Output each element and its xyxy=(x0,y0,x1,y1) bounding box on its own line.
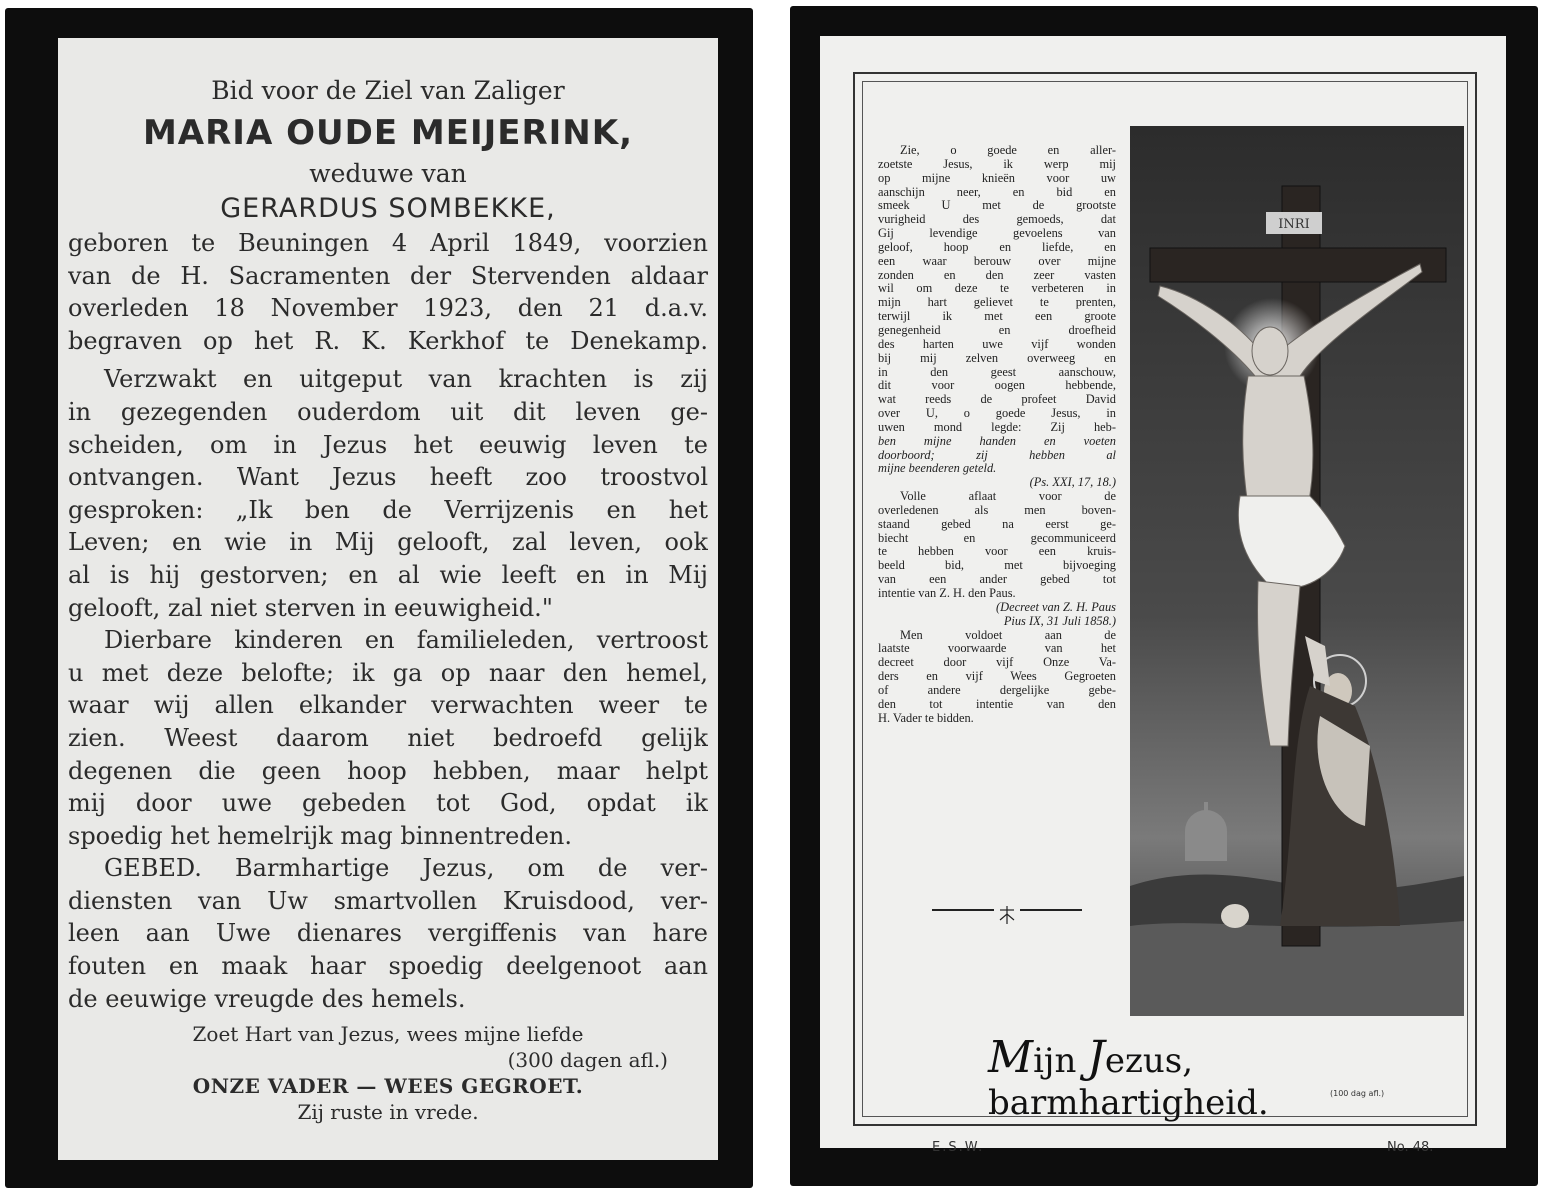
prayer-line: doorboord; zij hebben al xyxy=(878,448,1116,462)
closing-caption xyxy=(988,1032,1448,1123)
bio-line: overleden 18 November 1923, den 21 d.a.v. xyxy=(68,294,708,323)
crucifixion-engraving xyxy=(1130,126,1464,1016)
husband-name: GERARDUS SOMBEKKE, xyxy=(220,193,556,224)
text-line: leen aan Uwe dienares vergiffenis van hare xyxy=(68,919,708,948)
bio-line: geboren te Beuningen 4 April 1849, voorzien xyxy=(68,229,708,257)
prayer-line: wat reeds de profeet David xyxy=(878,393,1116,407)
prayers-closing: ONZE VADER — WEES GEGROET. xyxy=(192,1074,584,1099)
prayer-line: in den geest aanschouw, xyxy=(878,365,1116,379)
card-number: No. 48. xyxy=(1387,1140,1434,1155)
right-card-paper xyxy=(820,36,1506,1155)
prayer-column xyxy=(878,144,1116,725)
prayer-line: zoetste Jesus, ik werp mij xyxy=(878,157,1116,171)
prayer-line: wil om deze te verbeteren in xyxy=(878,282,1116,296)
text-line: ontvangen. Want Jezus heeft zoo troostvol xyxy=(68,463,708,492)
inri-label: INRI xyxy=(1278,217,1310,232)
ornamental-divider xyxy=(932,906,1082,926)
prayer-line: vurigheid des gemoeds, dat xyxy=(878,213,1116,227)
deceased-name: MARIA OUDE MEIJERINK, xyxy=(142,113,634,153)
caption-text-mid: ijn xyxy=(1033,1041,1088,1081)
psalm-reference: (Ps. XXI, 17, 18.) xyxy=(1029,476,1116,490)
text-line: in gezegenden ouderdom uit dit leven ge- xyxy=(68,397,708,426)
skull-icon xyxy=(1221,904,1249,928)
rest-in-peace: Zij ruste in vrede. xyxy=(297,1100,479,1125)
prayer-line: een waar berouw over mijne xyxy=(878,254,1116,268)
text-line: Dierbare kinderen en familieleden, vertroost xyxy=(104,626,708,655)
invocation-line: Zoet Hart van Jezus, wees mijne liefde xyxy=(192,1022,584,1047)
indulgence-line: beeld bid, met bijvoeging xyxy=(878,559,1116,573)
prayer-line: zonden en den zeer vasten xyxy=(878,268,1116,282)
bio-line: van de H. Sacramenten der Stervenden aldaar xyxy=(68,261,708,290)
text-line: waar wij allen elkander verwachten weer te xyxy=(68,691,708,720)
prayer-request: Bid voor de Ziel van Zaliger xyxy=(211,76,565,105)
text-line: de eeuwige vreugde des hemels. xyxy=(68,984,466,1013)
indulgence-line: overledenen als men boven- xyxy=(878,503,1116,517)
prayer-line: uwen mond legde: Zij heb- xyxy=(878,420,1116,434)
decree-line: (Decreet van Z. H. Paus xyxy=(996,600,1116,614)
widow-of-label: weduwe van xyxy=(309,159,467,188)
text-line: scheiden, om in Jezus het eeuwig leven te xyxy=(68,430,708,459)
prayer-line: Zie, o goede en aller- xyxy=(900,144,1116,157)
indulgence-line: Volle aflaat voor de xyxy=(900,490,1116,504)
text-line: diensten van Uw smartvollen Kruisdood, ver- xyxy=(68,886,708,915)
memorial-text xyxy=(68,73,708,1125)
text-line: GEBED. Barmhartige Jezus, om de ver- xyxy=(104,854,708,883)
paragraph-verzwakt xyxy=(68,363,708,624)
prayer-line: mijn hart gelievet te prenten, xyxy=(878,296,1116,310)
indulgence-line: staand gebed na eerst ge- xyxy=(878,517,1116,531)
bio-line: begraven op het R. K. Kerkhof te Denekamp. xyxy=(68,326,708,355)
prayer-line: Gij levendige gevoelens van xyxy=(878,227,1116,241)
indulgence-line: intentie van Z. H. den Paus. xyxy=(878,587,1016,600)
prayer-line: bij mij zelven overweeg en xyxy=(878,351,1116,365)
condition-line: of andere dergelijke gebe- xyxy=(878,683,1116,697)
text-line: u met deze belofte; ik ga op naar den hemel, xyxy=(68,658,708,687)
prayer-line: smeek U met de grootste xyxy=(878,199,1116,213)
condition-line: ders en vijf Wees Gegroeten xyxy=(878,670,1116,684)
prayer-line: op mijne knieën voor uw xyxy=(878,171,1116,185)
prayer-line: des harten uwe vijf wonden xyxy=(878,337,1116,351)
text-line: mij door uwe gebeden tot God, opdat ik xyxy=(68,789,708,818)
paragraph-gebed xyxy=(68,852,708,1015)
text-line: degenen die geen hoop hebben, maar helpt xyxy=(68,756,708,785)
left-card xyxy=(5,8,753,1188)
indulgence-line: van een ander gebed tot xyxy=(878,573,1116,587)
paragraph-dierbare xyxy=(68,624,708,852)
condition-line: laatste voorwaarde van het xyxy=(878,642,1116,656)
text-line: Verzwakt en uitgeput van krachten is zij xyxy=(104,365,708,394)
caption-initial-m: M xyxy=(988,1032,1034,1083)
prayer-line: geloof, hoop en liefde, en xyxy=(878,240,1116,254)
text-line: gesproken: „Ik ben de Verrijzenis en het xyxy=(68,495,708,524)
caption-indulgence: (100 dag afl.) xyxy=(1330,1089,1385,1098)
prayer-line: mijne beenderen geteld. xyxy=(878,462,997,476)
text-line: fouten en maak haar spoedig deelgenoot aan xyxy=(68,952,708,981)
text-line: al is hij gestorven; en al wie leeft en in Mij xyxy=(68,560,708,589)
prayer-line: dit voor oogen hebbende, xyxy=(878,379,1116,393)
prayer-line: genegenheid en droefheid xyxy=(878,323,1116,337)
indulgence-line: te hebben voor een kruis- xyxy=(878,545,1116,559)
text-line: Leven; en wie in Mij gelooft, zal leven, ook xyxy=(68,528,708,557)
condition-line: decreet door vijf Onze Va- xyxy=(878,656,1116,670)
condition-line: H. Vader te bidden. xyxy=(878,711,974,725)
prayer-line: terwijl ik met een groote xyxy=(878,310,1116,324)
caption-initial-j: J xyxy=(1087,1032,1105,1083)
condition-line: den tot intentie van den xyxy=(878,697,1116,711)
indulgence-line: biecht en gecommuniceerd xyxy=(878,531,1116,545)
biography xyxy=(68,227,708,357)
condition-line: Men voldoet aan de xyxy=(900,628,1116,642)
prayer-line: aanschijn neer, en bid en xyxy=(878,185,1116,199)
cross-ornament-icon xyxy=(1000,906,1014,924)
text-line: spoedig het hemelrijk mag binnentreden. xyxy=(68,821,572,850)
publisher-mark: E.S.W. xyxy=(932,1140,985,1155)
left-card-paper xyxy=(58,38,718,1160)
indulgence-note: (300 dagen afl.) xyxy=(507,1048,668,1073)
decree-line: Pius IX, 31 Juli 1858.) xyxy=(1003,614,1116,628)
text-line: gelooft, zal niet sterven in eeuwigheid." xyxy=(68,593,553,622)
text-line: zien. Weest daarom niet bedroefd gelijk xyxy=(68,723,708,752)
right-card xyxy=(790,6,1538,1186)
prayer-line: over U, o goede Jesus, in xyxy=(878,407,1116,421)
caption-text: ezus, barmhartigheid. xyxy=(988,1041,1269,1123)
prayer-line: ben mijne handen en voeten xyxy=(878,434,1116,448)
